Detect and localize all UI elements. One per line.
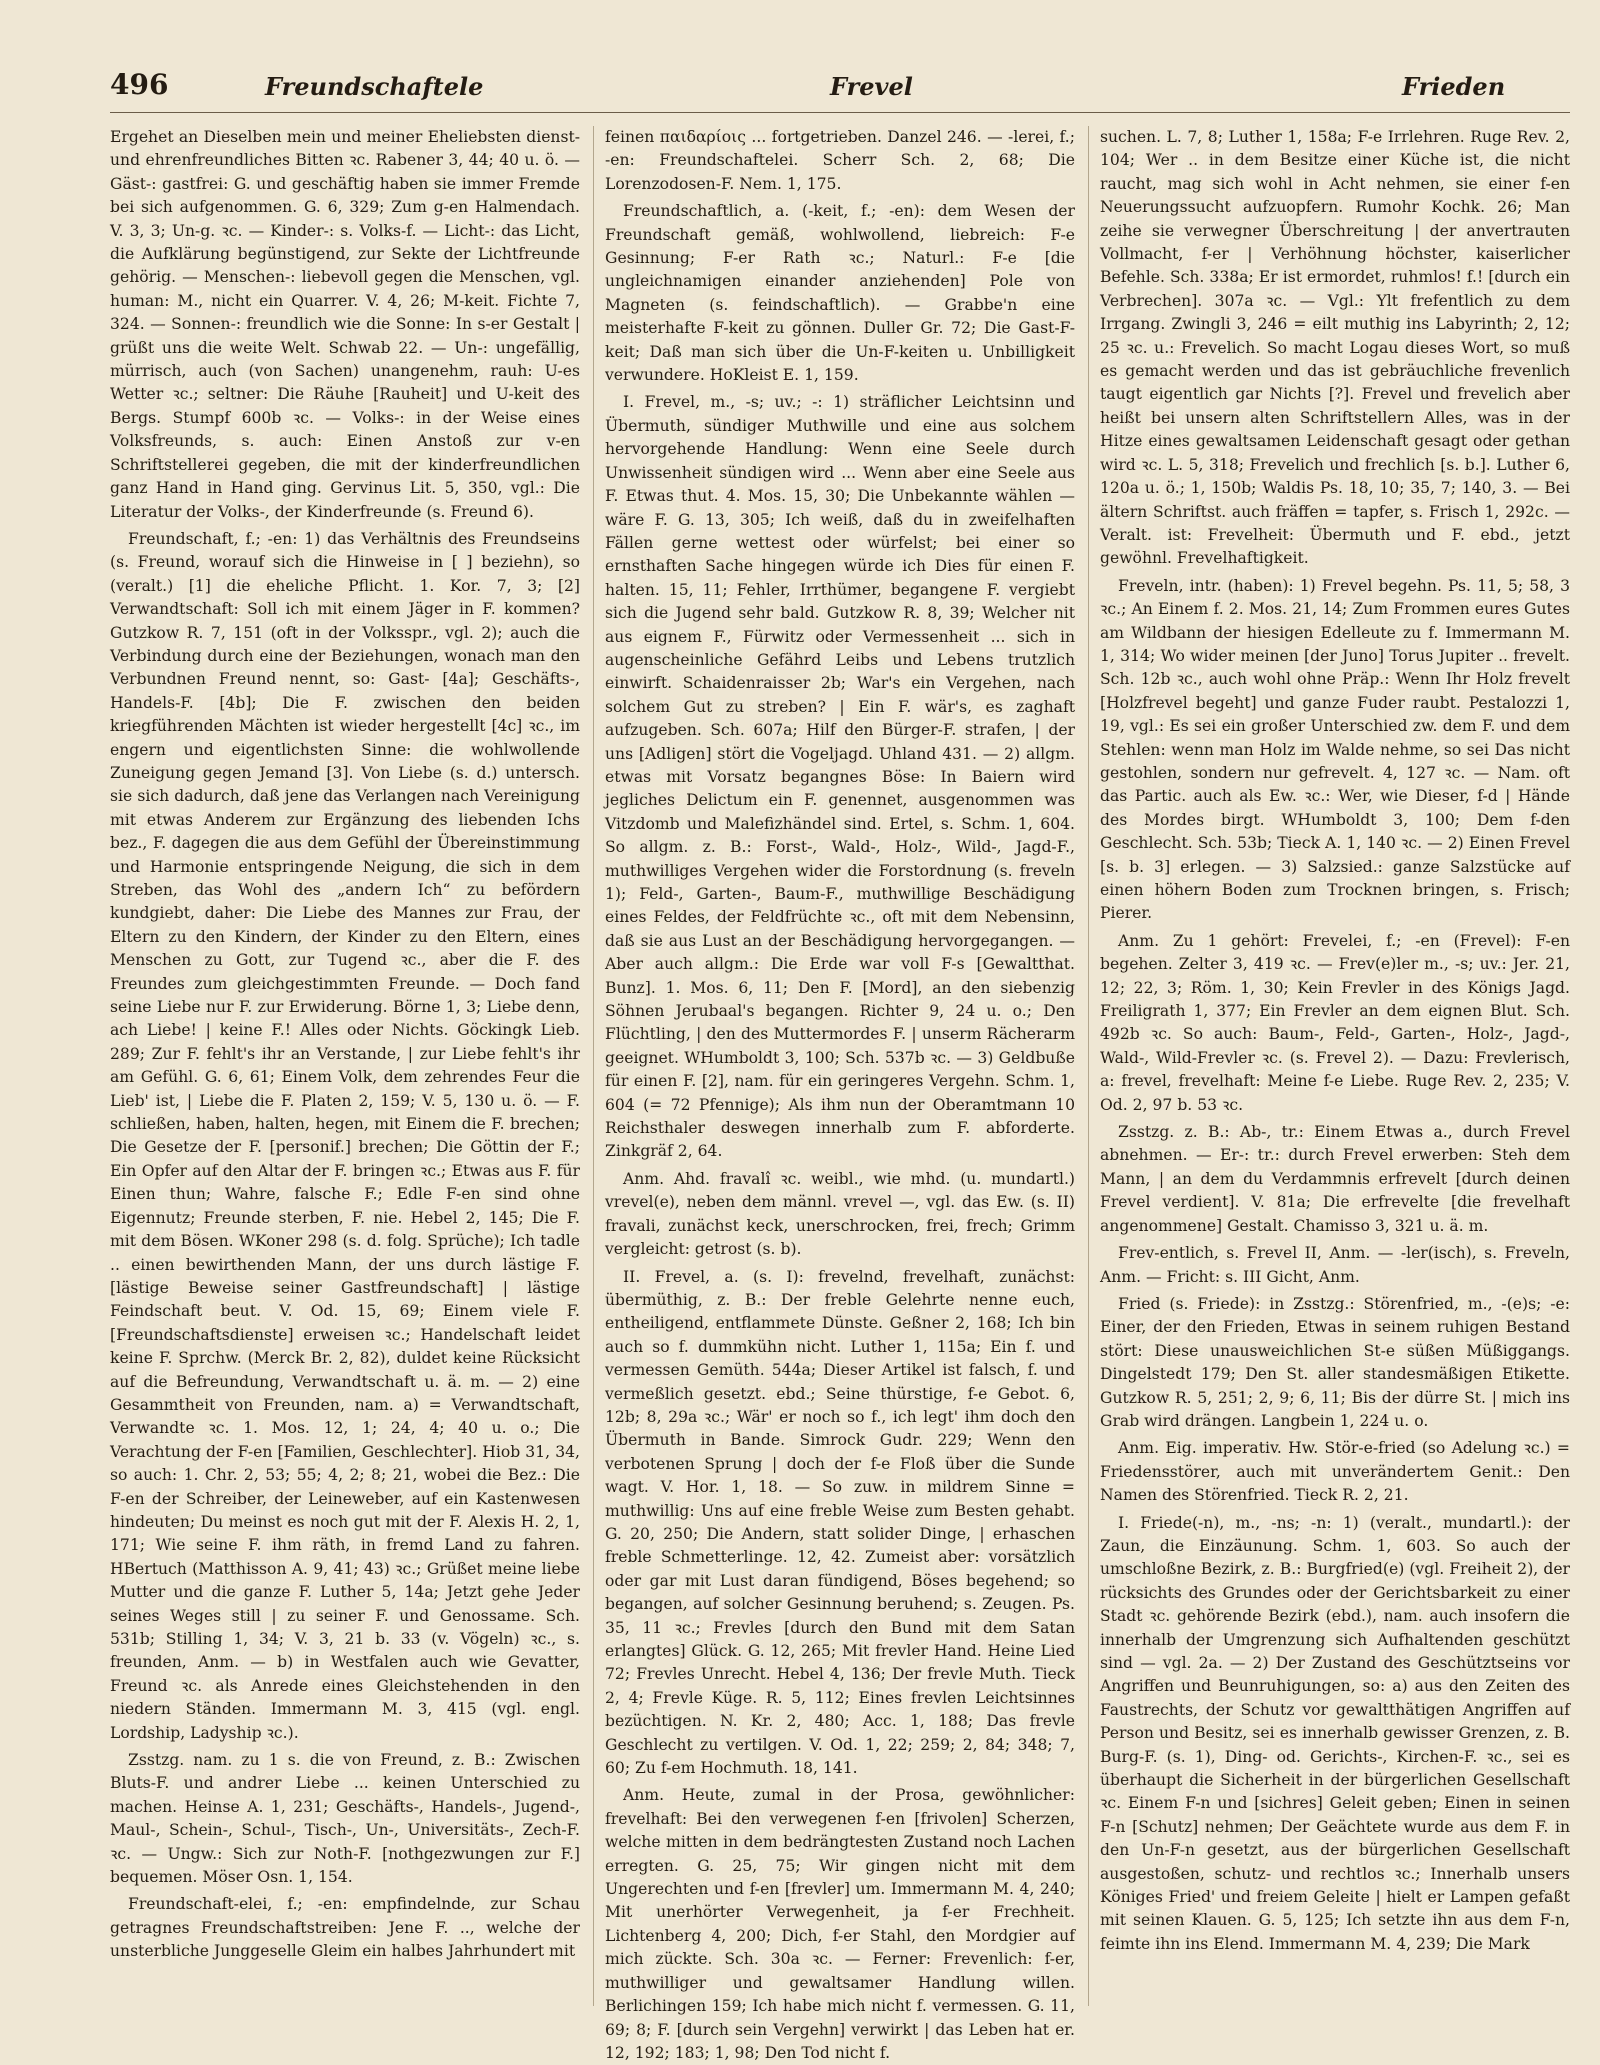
entry-paragraph: Freundschaft, f.; -en: 1) das Verhältnis des Freundseins (s. Freund, worauf sich die Hinweise in [ ] beziehn), so (veralt.) [1] die eheliche Pflicht. 1. Kor. 7, 3; [2] Verwandtschaft: Soll ich mit einem Jäger in F. kommen? Gutzkow R. 7, 151 (oft in der Volksspr., vgl. 2); auch die Verbindung durch eine der Beziehungen, wonach man den Verbundnen Freund nennt, so: Gast- [4a]; Geschäfts-, Handels-F. [4b]; Die F. zwischen den beiden kriegführenden Mächten ist wieder hergestellt [4c] ꝛc., im engern und eigentlichsten Sinne: die wohlwollende Zuneigung gegen Jemand [3]. Von Liebe (s. d.) untersch. sie sich dadurch, daß jene das Verlangen nach Vereinigung mit etwas Anderem zur Ergänzung des liebenden Ichs bez., F. dagegen die aus dem Gefühl der Übereinstimmung und Harmonie entspringende Neigung, die sich in dem Streben, das Wohl des „andern Ich“ zu befördern kundgiebt, daher: Die Liebe des Mannes zur Frau, der Eltern zu den Kindern, der Kinder zu den Eltern, eines Menschen zu Gott, zur Tugend ꝛc., aber die F. des Freundes zum gleichgestimmten Freunde. — Doch fand seine Liebe nur F. zur Erwiderung. Börne 1, 3; Liebe denn, ach Liebe! | keine F.! Alles oder Nichts. Göckingk Lieb. 289; Zur F. fehlt's ihr an Verstande, | zur Liebe fehlt's ihr am Gefühl. G. 6, 61; Einem Volk, dem zehrendes Feur die Lieb' ist, | Liebe die F. Platen 2, 159; V. 5, 130 u. ö. — F. schließen, haben, halten, hegen, mit Einem die F. brechen; Die Gesetze der F. [personif.] brechen; Die Göttin der F.; Ein Opfer auf den Altar der F. bringen ꝛc.; Etwas aus F. für Einen thun; Wahre, falsche F.; Edle F-en sind ohne Eigennutz; Freunde sterben, F. nie. Hebel 2, 145; Die F. mit dem Bösen. WKoner 298 (s. d. folg. Sprüche); Ich tadle .. einen bewirthenden Mann, der uns durch lästige F. [lästige Beweise seiner Gastfreundschaft] | lästige Feindschaft beut. V. Od. 15, 69; Einem viele F. [Freundschaftsdienste] erweisen ꝛc.; Handelschaft leidet keine F. Sprchw. (Merck Br. 2, 82), duldet keine Rücksicht auf die Befreundung, Verwandtschaft u. ä. m. — 2) eine Gesammtheit von Freunden, nam. a) = Verwandtschaft, Verwandte ꝛc. 1. Mos. 12, 1; 24, 4; 40 u. o.; Die Verachtung der F-en [Familien, Geschlechter]. Hiob 31, 34, so auch: 1. Chr. 2, 53; 55; 4, 2; 8; 21, wobei die Bez.: Die F-en der Schreiber, der Leineweber, auf ein Kastenwesen hindeuten; Du meinst es noch gut mit der F. Alexis H. 2, 1, 171; Wie seine F. ihm räth, in fremd Land zu fahren. HBertuch (Matthisson A. 9, 41; 43) ꝛc.; Grüßet meine liebe Mutter und die ganze F. Luther 5, 14a; Jetzt gehe Jeder seines Weges still | zu seiner F. und Genossame. Sch. 531b; Stilling 1, 34; V. 3, 21 b. 33 (v. Vögeln) ꝛc., s. freunden, Anm. — b) in Westfalen auch wie Gevatter, Freund ꝛc. als Anrede eines Gleichstehenden in den niedern Ständen. Immermann M. 3, 415 (vgl. engl. Lordship, Ladyship ꝛc.). — [110, 529, 580, 1742]
entry-paragraph: Frev-entlich, s. Frevel II, Anm. — -ler(isch), s. Freveln, Anm. — Fricht: s. III Gicht, Anm. — [1100, 1244, 1570, 1286]
entry-paragraph: Freundschaft-elei, f.; -en: empfindelnde, zur Schau getragnes Freundschaftstreiben: Jene F. .., welche der unsterbliche Junggeselle Gleim ein halbes Jahrhundert mit — [110, 1895, 580, 1961]
column-divider — [1088, 126, 1089, 2006]
note-paragraph: Anm. Eig. imperativ. Hw. Stör-e-fried (so Adelung ꝛc.) = Friedensstörer, auch mit unverändertem Genit.: Den Namen des Störenfried. Tieck R. 2, 21. — [1100, 1439, 1570, 1505]
entry-paragraph: Fried (s. Friede): in Zsstzg.: Störenfried, m., -(e)s; -e: Einer, der den Frieden, Etwas in seinem ruhigen Bestand stört: Diese unausweichlichen St-e süßen Müßiggangs. Dingelstedt 179; Den St. aller standesmäßigen Etikette. Gutzkow R. 5, 251; 2, 9; 6, 11; Bis der dürre St. | mich ins Grab wird drängen. Langbein 1, 224 u. o. — [1100, 1294, 1570, 1430]
column-divider — [593, 126, 594, 2006]
page-number: 496 — [110, 68, 169, 101]
paragraph: suchen. L. 7, 8; Luther 1, 158a; F-e Irrlehren. Ruge Rev. 2, 104; Wer .. in dem Besitze einer Küche ist, die nicht raucht, mag sich wohl in Acht nehmen, sie einer f-en Neuerungssucht aufzuopfern. Rumohr Kochk. 26; Man zeihe sie verwegner Überschreitung | der anvertrauten Vollmacht, f-er | Verhöhnung höchster, kaiserlicher Befehle. Sch. 338a; Er ist ermordet, ruhmlos! f.! [durch ein Verbrechen]. 307a ꝛc. — Vgl.: Ylt frefentlich zu dem Irrgang. Zwingli 3, 246 = eilt muthig ins Labyrinth; 2, 12; 25 ꝛc. u.: Frevelich. So macht Logau dieses Wort, so muß es gemacht werden und das ist gebräuchliche frevenlich taugt eigentlich gar Nichts [?]. Frevel und frevelich aber heißt bei unsern alten Schriftstellern Alles, was in der Hitze eines gewaltsamen Leidenschaft gesagt oder gethan wird ꝛc. L. 5, 318; Frevelich und frechlich [s. b.]. Luther 6, 120a u. ö.; 1, 150b; Waldis Ps. 18, 10; 35, 7; 140, 3. — Bei ältern Schriftst. auch fräffen = tapfer, s. Frisch 1, 292c. — Veralt. ist: Frevelheit: Übermuth und F. ebd., jetzt gewöhnl. Frevelhaftigkeit. — [1100, 128, 1570, 568]
entry-paragraph: I. Friede(-n), m., -ns; -n: 1) (veralt., mundartl.): der Zaun, die Einzäunung. Schm. 1, 603. So auch der umschloßne Bezirk, z. B.: Burgfried(e) (vgl. Freiheit 2), der rücksichts des Grundes oder der Gerichtsbarkeit zu einer Stadt ꝛc. gehörende Bezirk (ebd.), nam. auch insofern die innerhalb der Umgrenzung sich Aufhaltenden geschützt sind — vgl. 2a. — 2) Der Zustand des Geschütztseins vor Angriffen und Beunruhigungen, so: a) aus den Zeiten des Faustrechts, der Schutz vor gewaltthätigen Angriffen auf Person und Besitz, sei es innerhalb gewisser Grenzen, z. B. Burg-F. (s. 1), Ding- od. Gerichts-, Kirchen-F. ꝛc., sei es überhaupt die Sicherheit in der bürgerlichen Gesellschaft ꝛc. Einem F-n und [sichres] Geleit geben; Einen in seinen F-n [Schutz] nehmen; Der Geächtete wurde aus dem F. in den Un-F-n gesetzt, aus der bürgerlichen Gesellschaft ausgestoßen, schutz- und rechtlos ꝛc.; Innerhalb unsers Königes Fried' und freiem Geleite | hielt er Lampen gefaßt mit seinen Klauen. G. 5, 125; Ich setzte ihn aus dem F-n, feimte ihn ins Elend. Immermann M. 4, 239; Die Mark — [1100, 1513, 1570, 1953]
column-2 — [605, 126, 1075, 2062]
running-head-center: Frevel — [830, 72, 913, 101]
page-header — [110, 68, 1570, 108]
header-rule — [110, 112, 1570, 113]
column-1 — [110, 126, 580, 2006]
running-head-right: Frieden — [1402, 72, 1506, 101]
column-3 — [1100, 126, 1570, 2006]
entry-paragraph: Freveln, intr. (haben): 1) Frevel begehn. Ps. 11, 5; 58, 3 ꝛc.; An Einem f. 2. Mos. 21, 14; Zum Frommen eures Gutes am Wildbann der hiesigen Edelleute zu f. Immermann M. 1, 314; Wo wider meinen [der Juno] Torus Jupiter .. frevelt. Sch. 12b ꝛc., auch wohl ohne Präp.: Wenn Ihr Holz frevelt [Holzfrevel begeht] und ganze Fuder raubt. Pestalozzi 1, 19, vgl.: Es sei ein großer Unterschied zw. dem F. und dem Stehlen: wenn man Holz im Walde nehme, so sei Das nicht gestohlen, sondern nur gefrevelt. 4, 127 ꝛc. — Nam. oft das Partic. auch als Ew. ꝛc.: Wer, wie Dieser, f-d | Hände des Mordes birgt. WHumboldt 3, 100; Dem f-den Geschlecht. Sch. 53b; Tieck A. 1, 140 ꝛc. — 2) Einen Frevel [s. b. 3] erlegen. — 3) Salzsied.: ganze Salzstücke auf einen höhern Boden zum Trocknen bringen, s. Frisch; Pierer. — [1100, 576, 1570, 923]
entry-paragraph: Zsstzg. z. B.: Ab-, tr.: Einem Etwas a., durch Frevel abnehmen. — Er-: tr.: durch Frevel erwerben: Steh dem Mann, | an dem du Verdammnis erfrevelt [durch deinen Frevel verdient]. V. 81a; Die erfrevelte [die frevelhaft angenommene] Gestalt. Chamisso 3, 321 u. ä. m. — [1100, 1123, 1570, 1235]
entry-paragraph: II. Frevel, a. (s. I): frevelnd, frevelhaft, zunächst: übermüthig, z. B.: Der freble Gelehrte nenne euch, entheiligend, entflammete Dünste. Geßner 2, 168; Ich bin auch so f. dummkühn nicht. Luther 1, 115a; Ein f. und vermessen Gemüth. 544a; Dieser Artikel ist falsch, f. und vermeßlich gesetzt. ebd.; Seine thürstige, f-e Gebot. 6, 12b; 8, 29a ꝛc.; Wär' er noch so f., ich legt' ihm doch den Übermuth in Bande. Simrock Gudr. 229; Wenn den verbotenen Sprung | doch der f-e Floß über die Sunde wagt. V. Hor. 1, 18. — So zuw. in mildrem Sinne = muthwillig: Uns auf eine freble Weise zum Besten gehabt. G. 20, 250; Die Andern, statt solider Dinge, | erhaschen freble Schmetterlinge. 12, 42. Zumeist aber: vorsätzlich oder gar mit Lust daran fündigend, Böses begehend; so begangen, auf solcher Gesinnung beruhend; s. Zeugen. Ps. 35, 11 ꝛc.; Frevles [durch den Bund mit dem Satan erlangtes] Glück. G. 12, 265; Mit frevler Hand. Heine Lied 72; Frevles Unrecht. Hebel 4, 136; Der frevle Muth. Tieck 2, 4; Frevle Küge. R. 5, 112; Eines frevlen Leichtsinnes bezüchtigen. N. Kr. 2, 480; Acc. 1, 188; Das frevle Geschlecht zu vertilgen. V. Od. 1, 22; 259; 2, 84; 348; 7, 60; Zu f-em Hochmuth. 18, 141. — [605, 1267, 1075, 1778]
paragraph: Ergehet an Dieselben mein und meiner Eheliebsten dienst- und ehrenfreundliches Bitten ꝛc. Rabener 3, 44; 40 u. ö. — Gäst-: gastfrei: G. und geschäftig haben sie immer Fremde bei sich aufgenommen. G. 6, 329; Zum g-en Halmendach. V. 3, 3; Un-g. ꝛc. — Kinder-: s. Volks-f. — Licht-: das Licht, die Aufklärung begünstigend, zur Sekte der Lichtfreunde gehörig. — Menschen-: liebevoll gegen die Menschen, vgl. human: M., nicht ein Quarrer. V. 4, 26; M-keit. Fichte 7, 324. — Sonnen-: freundlich wie die Sonne: In s-er Gestalt | grüßt uns die weite Welt. Schwab 22. — Un-: ungefällig, mürrisch, auch (von Sachen) unangenehm, rauh: U-es Wetter ꝛc.; seltner: Die Räuhe [Rauheit] und U-keit des Bergs. Stumpf 600b ꝛc. — Volks-: in der Weise eines Volksfreunds, s. auch: Einen Anstoß zur v-en Schriftstellerei gegeben, die mit der kinderfreundlichen ganz Hand in Hand ging. Gervinus Lit. 5, 350, vgl.: Die Literatur der Volks-, der Kinderfreunde (s. Freund 6). — [110, 128, 580, 521]
note-paragraph: Anm. Zu 1 gehört: Frevelei, f.; -en (Frevel): F-en begehen. Zelter 3, 419 ꝛc. — Frev(e)ler m., -s; uv.: Jer. 21, 12; 22, 3; Röm. 1, 30; Kein Frevler in des Königs Jagd. Freiligrath 1, 377; Ein Frevler an dem eignen Blut. Sch. 492b ꝛc. So auch: Baum-, Feld-, Garten-, Holz-, Jagd-, Wald-, Wild-Frevler ꝛc. (s. Frevel 2). — Dazu: Frevlerisch, a: frevel, frevelhaft: Meine f-e Liebe. Ruge Rev. 2, 235; V. Od. 2, 97 b. 53 ꝛc. — [1100, 931, 1570, 1114]
running-head-left: Freundschaftele — [265, 72, 484, 101]
paragraph: feinen παιδαρίοις ... fortgetrieben. Danzel 246. — -lerei, f.; -en: Freundschaftelei. Scherr Sch. 2, 68; Die Lorenzodosen-F. Nem. 1, 175. — [605, 128, 1075, 193]
note-paragraph: Anm. Heute, zumal in der Prosa, gewöhnlicher: frevelhaft: Bei den verwegenen f-en [frivolen] Scherzen, welche mitten in dem bedrängtesten Zustand noch Lachen erregten. G. 25, 75; Wir gingen nicht mit dem Ungerechten und f-en [frevler] um. Immermann M. 4, 240; Mit unerhörter Verwegenheit, ja f-er Frechheit. Lichtenberg 4, 200; Dich, f-er Stahl, den Mordgier auf mich zückte. Sch. 30a ꝛc. — Ferner: Frevenlich: f-er, muthwilliger und gewaltsamer Handlung willen. Berlichingen 159; Ich habe mich nicht f. vermessen. G. 11, 69; 8; F. [durch sein Vergehn] verwirkt | das Leben hat er. 12, 192; 183; 1, 98; Den Tod nicht f. — [605, 1786, 1075, 2062]
entry-paragraph: Zsstzg. nam. zu 1 s. die von Freund, z. B.: Zwischen Bluts-F. und andrer Liebe ... keinen Unterschied zu machen. Heinse A. 1, 231; Geschäfts-, Handels-, Jugend-, Maul-, Schein-, Schul-, Tisch-, Un-, Universitäts-, Zech-F. ꝛc. — Ungw.: Sich zur Noth-F. [nothgezwungen zur F.] bequemen. Möser Osn. 1, 154. — [110, 1751, 580, 1887]
entry-paragraph: I. Frevel, m., -s; uv.; -: 1) sträflicher Leichtsinn und Übermuth, sündiger Muthwille und eine aus solchem hervorgehende Handlung: Wenn eine Seele durch Unwissenheit sündigen wird ... Wenn aber eine Seele aus F. Etwas thut. 4. Mos. 15, 30; Die Unbekannte wählen — wäre F. G. 13, 305; Ich weiß, daß du in zweifelhaften Fällen gerne wettest oder würfelst; bei einer so ernsthaften Sache hingegen würde ich Dies für einen F. halten. 15, 11; Fehler, Irrthümer, begangene F. vergiebt sich die Jugend sehr bald. Gutzkow R. 8, 39; Welcher nit aus eignem F., Fürwitz oder Vermessenheit ... sich in augenscheinliche Gefährd Leibs und Lebens trutzlich einwirft. Schaidenraisser 2b; War's ein Vergehen, nach solchem Gut zu streben? | Ein F. wär's, es zaghaft aufzugeben. Sch. 607a; Hilf den Bürger-F. strafen, | der uns [Adligen] stört die Vogeljagd. Uhland 431. — 2) allgm. etwas mit Vorsatz begangnes Böse: In Baiern wird jegliches Delictum ein F. genennet, ausgenommen was Vitzdomb und Malefizhändel sind. Ertel, s. Schm. 1, 604. So allgm. z. B.: Forst-, Wald-, Holz-, Wild-, Jagd-F., muthwilliges Vergehen wider die Forstordnung (s. freveln 1); Feld-, Garten-, Baum-F., muthwillige Beschädigung eines Feldes, der Feldfrüchte ꝛc., oft mit dem Nebensinn, daß sie aus Lust an der Beschädigung hervorgegangen. — Aber auch allgm.: Die Erde war voll F-s [Gewaltthat. Bunz]. 1. Mos. 6, 11; Den F. [Mord], an den siebenzig Söhnen Jerubaal's begangen. Richter 9, 24 u. o.; Den Flüchtling, | den des Muttermordes F. | unserm Rächerarm geeignet. WHumboldt 3, 100; Sch. 537b ꝛc. — 3) Geldbuße für einen F. [2], nam. für ein geringeres Vergehn. Schm. 1, 604 (= 72 Pfennige); Als ihm nun der Oberamtmann 10 Reichsthaler deswegen innerhalb zum F. abforderte. Zinkgräf 2, 64. — [605, 393, 1075, 1161]
entry-paragraph: Freundschaftlich, a. (-keit, f.; -en): dem Wesen der Freundschaft gemäß, wohlwollend, liebreich: F-e Gesinnung; F-er Rath ꝛc.; Naturl.: F-e [die ungleichnamigen einander anziehenden] Pole von Magneten (s. feindschaftlich). — Grabbe'n eine meisterhafte F-keit zu gönnen. Duller Gr. 72; Die Gast-F-keit; Daß man sich über die Un-F-keiten u. Unbilligkeit verwundere. HoKleist E. 1, 159. — [605, 202, 1075, 385]
note-paragraph: Anm. Ahd. fravalî ꝛc. weibl., wie mhd. (u. mundartl.) vrevel(e), neben dem männl. vrevel —, vgl. das Ew. (s. II) fravali, zunächst keck, unerschrocken, frei, frech; Grimm vergleicht: getrost (s. b). — [605, 1169, 1075, 1259]
